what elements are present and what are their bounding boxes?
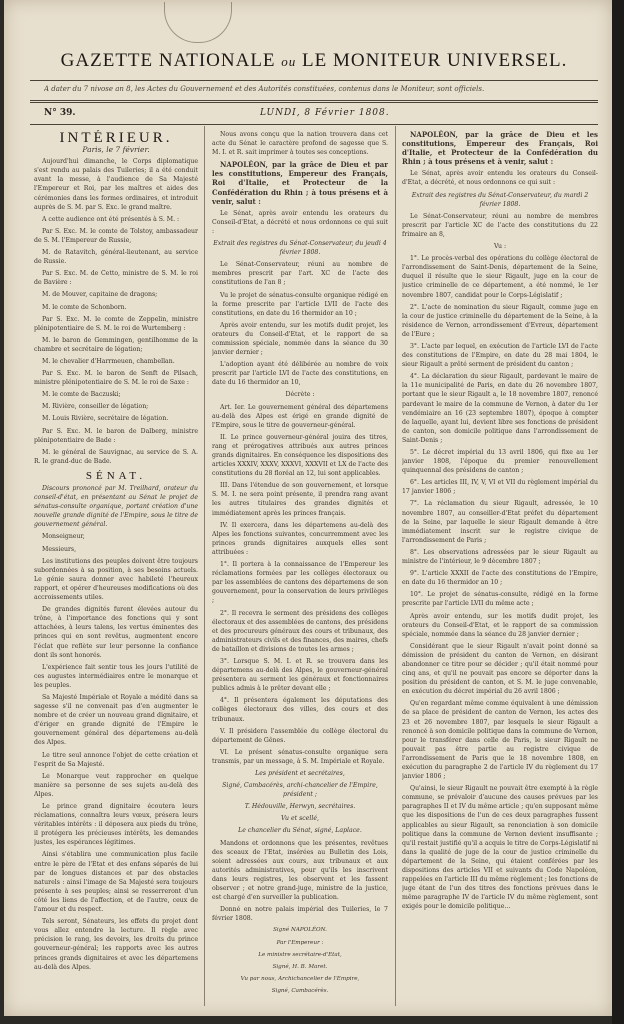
paragraph: Messieurs, — [42, 545, 77, 553]
paragraph: Le Sénat-Conservateur, réuni au nombre de membres prescrit par l'art. XC de l'acte des constitutions de l'an 8 ; — [212, 261, 388, 287]
paragraph: Mandons et ordonnons que les présentes, revêtues des sceaux de l'Etat, insérées au Bulletin des Lois, soient adressées aux cours, aux tribunaux et aux autorités administratives, pour qu'ils les inscrivent dans leurs registres, les observent et les fassent observer ; et notre grand-juge, ministre de la justice, est chargé d'en surveiller la publication. — [212, 839, 388, 902]
newspaper-page — [4, 0, 612, 1016]
paragraph: Par S. Exc. M. le baron de Senft de Pilsach, ministre plénipotentiaire de S. M. le roi de Saxe : — [34, 370, 198, 387]
section-heading-senat: SÉNAT. — [85, 469, 147, 482]
signature: Le ministre secrétaire-d'Etat, — [258, 951, 342, 958]
paragraph: Tels seront, Sénateurs, les effets du projet dont vous allez entendre la lecture. Il règle avec précision le rang, les devoirs, les droits du prince gouverneur-général; les rapports avec les autres princes grands dignitaires et avec les départemens au-delà des Alpes. — [34, 918, 198, 971]
paragraph: 1°. Il portera à la connaissance de l'Empereur les réclamations formées par les collèges électoraux ou par les assemblées de cantons des départemens de son gouvernement, pour la conservation de leurs privilèges ; — [212, 561, 388, 605]
divider — [30, 80, 598, 81]
paragraph: Vu le projet de sénatus-consulte organique rédigé en la forme prescrite par l'article LVII de l'acte des constitutions, en date du 16 thermidor an 10 ; — [212, 291, 388, 317]
paragraph: Qu'en regardant même comme équivalent à une démission de sa place de président de canton de Vernon, les actes des 23 et 26 novembre 1807, par lesquels le sieur Rigault a renoncé à son domicile politique dans la commune de Vernon, pour le transférer dans celle de Paris, le sieur Rigault ne pouvait pas être partie au registre civique de l'arrondissement de Paris que le 18 novembre 1808, en exécution du paragraphe 2 de l'article IV du règlement du 17 janvier 1806 ; — [402, 700, 598, 781]
column-2 — [212, 130, 388, 1010]
dateline: Paris, le 7 février. — [82, 145, 150, 155]
masthead-title-a: GAZETTE NATIONALE — [60, 50, 276, 71]
paragraph: L'expérience fait sentir tous les jours l'utilité de ces augustes intermédiaires entre le monarque et les peuples. — [34, 663, 198, 689]
column-divider — [395, 126, 396, 1006]
paragraph: Par S. Exc. M. le comte de Tolstoy, ambassadeur de S. M. l'Empereur de Russie, — [34, 227, 198, 244]
masthead-ou: ou — [281, 54, 297, 69]
paragraph: M. le baron de Gemmingen, gentilhomme de la chambre et secrétaire de légation; — [34, 336, 198, 353]
issue-number: N° 39. — [44, 108, 76, 118]
paragraph: Sa Majesté Impériale et Royale a médité dans sa sagesse s'il ne convenait pas d'en augmenter le nombre et de créer un nouveau grand dignitaire, et d'ériger en grande dignité de l'Empire le gouvernement général des départemens au-delà des Alpes. — [34, 693, 198, 747]
column-3 — [402, 130, 598, 1010]
decree-heading: NAPOLÉON, par la grâce de Dieu et les constitutions, Empereur des Français, Roi d'Italie, et Protecteur de la Confédération du Rhin ; à tous présens et à venir, salut : — [402, 130, 598, 167]
scan-edge — [612, 0, 624, 1024]
paragraph: 10°. Le projet de sénatus-consulte, rédigé en la forme prescrite par l'article LVII du même acte ; — [402, 591, 598, 608]
paragraph: Nous avons conçu que la nation trouvera dans cet acte du Sénat le caractère profond de sagesse que S. M. I. et R. sait imprimer à toutes ses conceptions. — [212, 131, 388, 157]
paragraph: 4°. Il présentera également les députations des collèges électoraux des villes, des cours et des tribunaux. — [212, 697, 388, 723]
signer-line: Signé, Cambacérès, archi-chancelier de l'Empire, président ; — [222, 782, 378, 799]
senat-intro: Discours prononcé par M. Treilhard, orateur du conseil-d'état, en présentant au Sénat le projet de sénatus-consulte organique, portant création d'une nouvelle grande dignité de l'Empire, sous le titre de gouvernement général. — [34, 485, 198, 529]
signature: Par l'Empereur : — [276, 939, 324, 946]
signature: Vu par nous, Archichancelier de l'Empire, — [240, 975, 360, 982]
signature: Signé NAPOLÉON. — [273, 927, 327, 934]
issue-date: LUNDI, 8 Février 1808. — [260, 108, 390, 118]
masthead-title-b: LE MONITEUR UNIVERSEL. — [302, 50, 568, 71]
paragraph: Art. Ier. Le gouvernement général des départemens au-delà des Alpes est érigé en grande dignité de l'Empire, sous le titre de gouverneur-général. — [212, 403, 388, 429]
signer-line: Le chancelier du Sénat, signé, Laplace. — [238, 827, 362, 835]
paragraph: Le Monarque veut rapprocher en quelque manière sa personne de ses sujets au-delà des Alpes. — [34, 772, 198, 798]
paragraph: Après avoir entendu, sur les motifs dudit projet, les orateurs du Conseil-d'Etat, et le rapport de sa commission spéciale, nommée dans la séance du 28 janvier dernier ; — [402, 612, 598, 638]
paragraph: Après avoir entendu, sur les motifs dudit projet, les orateurs du Conseil-d'Etat, et le rapport de sa commission spéciale, nommée dans la séance du 30 janvier dernier ; — [212, 321, 388, 357]
paragraph: Les institutions des peuples doivent être toujours subordonnées à sa position, à ses besoins actuels. Le génie saura donner avec habileté l'heureux rapport, et opérer d'heureuses modifications où des accroissements utiles. — [34, 557, 198, 602]
signature: Signé, Cambacérès. — [271, 987, 329, 994]
paragraph: De grandes dignités furent élevées autour du trône, à l'importance des fonctions qui y sont attachées, à leurs talens, les vertus éminentes des princes qui en sont revêtus, augmentent encore l'éclat que reflète sur leur personne la confiance dont ils sont honorés. — [34, 606, 198, 659]
paragraph: Le Sénat, après avoir entendu les orateurs du Conseil-d'Etat, a décrété et nous ordonnons ce qui suit : — [212, 209, 388, 235]
extract-heading: Extrait des registres du Sénat-Conservateur, du jeudi 4 février 1808. — [213, 240, 387, 257]
paragraph: Qu'ainsi, le sieur Rigault ne pouvait être exempté à la règle commune, se prévaloir d'aucune des causes prévues par les paragraphes II et IV du même article ; qu'en supposant même que les dispositions de l'un de ces deux paragraphes fussent applicables au sieur Rigault, sa renonciation à son domicile politique dans la commune de Vernon devient insuffisante ; qu'il restait justifié qu'il a acquis le titre de Corps-Législatif ni dans la qualité de juge de la cour de justice criminelle du département de la Seine, qui étaient conférées par les dispositions des articles VII et suivants du Code Napoléon, rappelées en l'article III du même règlement ; les fonctions de juge étant de l'un des titres des fonctions prévues dans le même paragraphe IV de l'article IV du même règlement, sont exigés pour le domicile politique... — [402, 785, 598, 911]
column-1 — [34, 130, 198, 1010]
paragraph: M. le comte de Baczuski; — [42, 391, 121, 399]
extract-heading: Extrait des registres du Sénat-Conservateur, du mardi 2 février 1808. — [411, 191, 589, 208]
paragraph: 5°. Le décret impérial du 13 avril 1806, qui fixe au 1er janvier 1808, l'époque du premier renouvellement quinquennal des présidens de canton ; — [402, 449, 598, 475]
paragraph: L'adoption ayant été délibérée au nombre de voix prescrit par l'article LVI de l'acte des constitutions, en date du 16 thermidor an 10, — [212, 361, 388, 387]
paragraph: 3°. Lorsque S. M. I. et R. se trouvera dans les départemens au-delà des Alpes, le gouverneur-général présentera au serment les généraux et fonctionnaires publics admis à le prêter devant elle ; — [212, 657, 388, 693]
paragraph: M. le chevalier d'Harrmeuen, chambellan. — [42, 357, 175, 365]
decree-heading: NAPOLÉON, par la grâce de Dieu et par les constitutions, Empereur des Français, Roi d'Italie, et Protecteur de la Confédération du Rhin ; à tous présens et à venir, salut : — [212, 160, 388, 206]
masthead — [34, 50, 594, 72]
signer-line: Les président et secrétaires, — [255, 770, 345, 777]
column-divider — [204, 126, 205, 1006]
divider — [30, 124, 598, 125]
paragraph: 3°. L'acte par lequel, en exécution de l'article LVI de l'acte des constitutions de l'Empire, en date du 28 mai 1804, le sieur Rigault a prêté serment de président du canton ; — [402, 342, 598, 369]
section-heading-interieur: INTÉRIEUR. — [59, 130, 173, 146]
vu-label: Vu : — [493, 243, 507, 251]
decrete-label: Décrète : — [285, 391, 315, 399]
paragraph: M. de Ratavitch, général-lieutenant, au service de Russie. — [34, 249, 198, 266]
seal-emblem — [164, 2, 232, 43]
paragraph: Le Sénat, après avoir entendu les orateurs du Conseil-d'Etat, a décrété, et nous ordonnons ce qui suit : — [402, 170, 598, 187]
paragraph: M. de Mouver, capitaine de dragons; — [42, 291, 158, 299]
paragraph: 1°. Le procès-verbal des opérations du collège électoral de l'arrondissement de Saint-Denis, département de la Seine, duquel il résulte que le sieur Rigault, juge en la cour de justice criminelle de ce département, a été nommé, le 1er novembre 1807, candidat pour le Corps-Législatif ; — [402, 255, 598, 299]
paragraph: 6°. Les articles III, IV, V, VI et VII du règlement impérial du 17 janvier 1806 ; — [402, 479, 598, 496]
paragraph: M. Rivière, conseiller de légation; — [42, 403, 149, 411]
paragraph: Le prince grand dignitaire écoutera leurs réclamations, connaîtra leurs vœux, présera leurs véritables intérêts : il déposera aux pieds du trône, il protégera les précieuses intérêts, les demandes justes, les espérances légitimes. — [34, 803, 198, 847]
paragraph: M. Louis Rivière, secrétaire de légation. — [42, 415, 169, 423]
paragraph: Le Sénat-Conservateur, réuni au nombre de membres prescrit par l'article XC de l'acte des constitutions du 22 frimaire an 8, — [402, 212, 598, 238]
paragraph: II. Le prince gouverneur-général jouira des titres, rang et prérogatives attribués aux autres princes grands dignitaires. En conséquence les dispositions des articles XXXIV, XXXV, XXXVI, XXXVII et LX de l'acte des constitutions du 28 floréal an 12, lui sont applicables. — [212, 433, 388, 478]
paragraph: 4°. La déclaration du sieur Rigault, pardevant le maire de la 11e municipalité de Paris, en date du 26 novembre 1807, portant que le sieur Rigault a, le 18 novembre 1807, renoncé pardevant le maire de la commune de Vernon, à dater du 1er vendémiaire an 16 (23 septembre 1807), époque à compter de laquelle, ayant lui, devient libre ses fonctions de président de canton, son domicile politique dans l'arrondissement de Saint-Denis ; — [402, 373, 598, 444]
divider — [30, 102, 598, 103]
paragraph: IV. Il exercera, dans les départemens au-delà des Alpes les fonctions suivantes, concurremment avec les princes grands dignitaires auxquels elles sont attribuées : — [212, 521, 388, 556]
paragraph: Monseigneur, — [42, 533, 85, 541]
paragraph: 2°. Il recevra le serment des présidens des collèges électoraux et des assemblées de cantons, des présidens et des procureurs généraux des cours et tribunaux, des administrateurs civils et des finances, des maires, chefs de bataillon et divisions de toutes les armes ; — [212, 609, 388, 653]
paragraph: Donné en notre palais impérial des Tuileries, le 7 février 1808. — [212, 906, 388, 923]
paragraph: VI. Le présent sénatus-consulte organique sera transmis, par un message, à S. M. Impériale et Royale. — [212, 748, 388, 765]
signer-line: Vu et scellé, — [280, 815, 320, 823]
paragraph: III. Dans l'étendue de son gouvernement, et lorsque S. M. I. ne sera point présente, il prendra rang avant les autres titulaires des grandes dignités et immédiatement après les princes français. — [212, 482, 388, 517]
paragraph: Par S. Exc. M. le baron de Dalberg, ministre plénipotentiaire de Bade : — [34, 427, 198, 444]
paragraph: M. le comte de Schonborn. — [42, 303, 127, 311]
paragraph: 7°. La réclamation du sieur Rigault, adressée, le 10 novembre 1807, au conseiller-d'Etat préfet du département de la Seine, par laquelle le sieur Rigault demande à être immédiatement inscrit sur le registre civique de l'arrondissement de Paris ; — [402, 500, 598, 544]
paragraph: Ainsi s'établira une communication plus facile entre le père de l'Etat et des enfans séparés de lui par de longues distances et par des obstacles naturels : ainsi l'image de Sa Majesté sera toujours présente à ses peuples; ainsi se resserreront d'un côté les liens de l'affection, et de l'autre, ceux de l'amour et du respect. — [34, 851, 198, 914]
paragraph: A cette audience ont été présentés à S. M. : — [42, 215, 180, 223]
paragraph: 8°. Les observations adressées par le sieur Rigault au ministre de l'intérieur, le 9 décembre 1807 ; — [402, 548, 598, 566]
issue-line — [30, 108, 598, 122]
masthead-subline: A dater du 7 nivose an 8, les Actes du Gouvernement et des Autorités constituées, contenus dans le Moniteur, sont officiels. — [44, 85, 485, 93]
paragraph: M. le général de Sauvignac, au service de S. A. R. le grand-duc de Bade. — [34, 448, 198, 465]
divider — [30, 100, 598, 101]
signer-line: T. Hédouville, Herwyn, secrétaires. — [244, 803, 356, 811]
paragraph: Considérant que le sieur Rigault n'avait point donné sa démission de président du canton de Vernon, en désirant abandonner ce titre pour se décider ; qu'il était nommé pour cinq ans, et qu'il ne pouvait pas encore se déporter dans la position du président de canton, et S. M. le juge convenable, en exécution du décret impérial du 26 avril 1806 ; — [402, 642, 598, 696]
paragraph: Le titre seul annonce l'objet de cette création et l'esprit de Sa Majesté. — [34, 751, 198, 768]
col1-paras — [34, 157, 198, 466]
paragraph: Aujourd'hui dimanche, le Corps diplomatique s'est rendu au palais des Tuileries; il a été conduit avant la messe, à l'audience de Sa Majesté l'Empereur et Roi, par les maîtres et aides des cérémonies dans les formes ordinaires, et introduit auprès de S. M. par S. Exc. le grand maître. — [34, 158, 198, 211]
paragraph: Par S. Exc. M. le comte de Zeppelin, ministre plénipotentiaire de S. M. le roi de Wurtemberg : — [34, 315, 198, 332]
paragraph: 2°. L'acte de nomination du sieur Rigault, comme juge en la cour de justice criminelle du département de la Seine, à la résidence de Vernon, arrondissement d'Evreux, département de l'Eure ; — [402, 303, 598, 338]
paragraph: 9°. L'article XXXII de l'acte des constitutions de l'Empire, en date du 16 thermidor an 10 ; — [402, 570, 598, 587]
signature: Signé, H. B. Maret. — [272, 963, 328, 970]
paragraph: Par S. Exc. M. de Cetto, ministre de S. M. le roi de Bavière : — [34, 270, 198, 287]
paragraph: V. Il présidera l'assemblée du collège électoral du département de Gênes. — [212, 727, 388, 744]
